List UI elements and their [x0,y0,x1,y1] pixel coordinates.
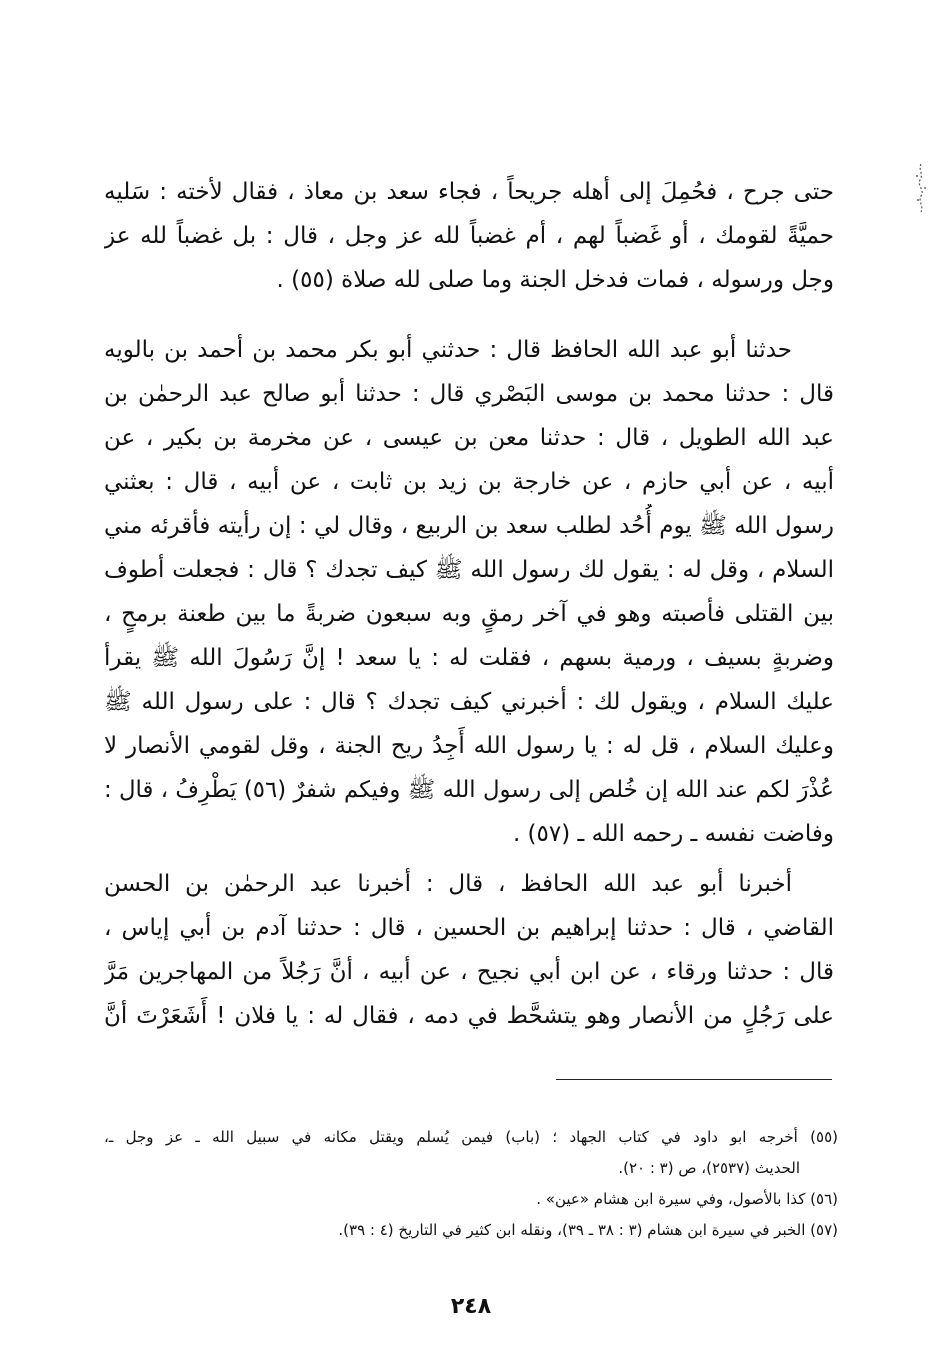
text-line: حتى جرح ، فحُمِلَ إلى أهله جريحاً ، فجاء سعد بن معاذ ، فقال لأخته : سَليه [104,179,834,205]
footnote-separator [556,1079,832,1080]
text-line: وجل ورسوله ، فمات فدخل الجنة وما صلى لله صلاة (٥٥) . [276,267,834,293]
text-line: وضربةٍ بسيف ، ورمية بسهم ، فقلت له : يا سعد ! إنَّ رَسُولَ الله ﷺ يقرأ [104,645,834,671]
text-line: حدثنا أبو عبد الله الحافظ قال : حدثني أبو بكر محمد بن أحمد بن بالويه [104,337,792,363]
text-line: أبيه ، عن أبي حازم ، عن خارجة بن زيد بن ثابت ، عن أبيه ، قال : بعثني [104,469,834,495]
text-line: قال : حدثنا محمد بن موسى البَصْري قال : حدثنا أبو صالح عبد الرحمٰن بن [104,381,834,407]
text-line: حميَّةً لقومك ، أو غَضباً لهم ، أم غضباً لله عز وجل ، قال : بل غضباً لله عز [104,223,834,249]
scan-edge-mark [912,162,930,214]
paragraph-1 [104,170,834,302]
paragraph-3 [104,862,834,1038]
footnote-55-continued: الحديث (٢٥٣٧)، ص (٣ : ٢٠). [618,1159,800,1177]
text-line: القاضي ، قال : حدثنا إبراهيم بن الحسين ، قال : حدثنا آدم بن أبي إياس ، [104,915,834,941]
footnotes [104,1122,838,1246]
text-line: السلام ، وقل له : يقول لك رسول الله ﷺ كيف تجدك ؟ قال : فجعلت أطوف [104,557,834,583]
footnote-56: (٥٦) كذا بالأصول، وفي سيرة ابن هشام «عين» . [536,1190,838,1208]
text-line: رسول الله ﷺ يوم أُحُد لطلب سعد بن الربيع ، وقال لي : إن رأيته فأقرئه مني [104,513,834,539]
text-line: وعليك السلام ، قل له : يا رسول الله أَجِدُ ريح الجنة ، وقل لقومي الأنصار لا [104,733,834,759]
text-line: قال : حدثنا ورقاء ، عن ابن أبي نجيح ، عن أبيه ، أنَّ رَجُلاً من المهاجرين مَرَّ [104,959,834,985]
text-line: أخبرنا أبو عبد الله الحافظ ، قال : أخبرنا عبد الرحمٰن بن الحسن [104,871,792,897]
text-line: عليك السلام ، ويقول لك : أخبرني كيف تجدك ؟ قال : على رسول الله ﷺ [104,689,834,715]
text-line: على رَجُلٍ من الأنصار وهو يتشحَّط في دمه ، فقال له : يا فلان ! أَشَعَرْتَ أنَّ [104,1003,834,1029]
paragraph-2 [104,328,834,856]
text-line: بين القتلى فأصبته وهو في آخر رمقٍ وبه سبعون ضربةً ما بين طعنة برمحٍ ، [104,601,834,627]
text-line: عبد الله الطويل ، قال : حدثنا معن بن عيسى ، عن مخرمة بن بكير ، عن [104,425,834,451]
text-line: وفاضت نفسه ـ رحمه الله ـ (٥٧) . [512,821,834,847]
page-number: ٢٤٨ [450,1294,492,1319]
text-line: عُذْرَ لكم عند الله إن خُلص إلى رسول الله ﷺ وفيكم شفرٌ (٥٦) يَطْرِفُ ، قال : [104,777,834,803]
footnote-55: (٥٥) أخرجه ابو داود في كتاب الجهاد ؛ (باب) فيمن يُسلم ويقتل مكانه في سبيل الله ـ عز وجل ـ، [104,1128,838,1146]
footnote-57: (٥٧) الخبر في سيرة ابن هشام (٣ : ٣٨ ـ ٣٩)، ونقله ابن كثير في التاريخ (٤ : ٣٩). [338,1221,838,1239]
